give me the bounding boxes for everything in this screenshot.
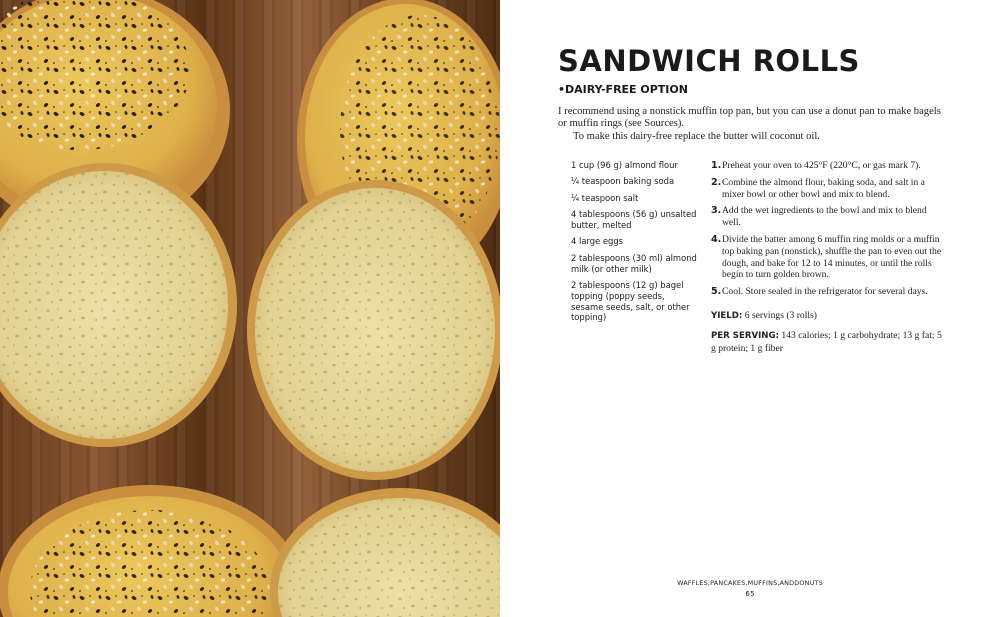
instruction-step: [711, 205, 947, 229]
per-serving-value: 143 calories; 1 g carbohydrate; 13 g fat; 5 g protein; 1 g fiber: [711, 330, 942, 354]
intro-paragraph: To make this dairy-free replace the butter will coconut oil.: [573, 130, 820, 142]
ingredient-item: 2 tablespoons (12 g) bagel topping (poppy seeds, sesame seeds, salt, or other topping): [571, 279, 690, 323]
roll-topped-bottom-left: [0, 485, 302, 617]
ingredient-item: 1 cup (96 g) almond flour: [571, 160, 678, 170]
roll-cut-bottom-right: [270, 488, 500, 617]
recipe-intro: [558, 106, 950, 143]
instructions-list: [711, 160, 947, 303]
intro-paragraph: I recommend using a nonstick muffin top pan, but you can use a donut pan to make bagels or muffin rings (see Sources).: [558, 106, 941, 130]
instruction-step: [711, 177, 947, 201]
ingredient-item: 4 tablespoons (56 g) unsalted butter, melted: [571, 209, 697, 230]
step-number: 2.: [711, 176, 722, 188]
page-number: 65: [745, 590, 755, 598]
step-text: Divide the batter among 6 muffin ring molds or a muffin top baking pan (nonstick), shuffle the pan to even out the dough, and bake for 12 to 14 minutes, or until the rolls begin to turn golden brown.: [722, 233, 942, 281]
footer-section-title: WAFFLES,PANCAKES,MUFFINS,ANDDONUTS: [677, 579, 823, 587]
roll-cut-left: [0, 163, 237, 447]
page-footer: [650, 578, 850, 600]
step-number: 5.: [711, 286, 722, 298]
per-serving-label: PER SERVING:: [711, 331, 779, 341]
yield-value: 6 servings (3 rolls): [744, 310, 817, 321]
ingredient-item: 2 tablespoons (30 ml) almond milk (or other milk): [571, 252, 697, 274]
ingredient-item: ¼ teaspoon baking soda: [571, 176, 675, 187]
ingredient-item: ¼ teaspoon salt: [571, 192, 639, 203]
recipe-page: [500, 0, 1000, 617]
ingredients-list: [571, 160, 699, 329]
step-number: 4.: [711, 233, 722, 245]
step-text: Cool. Store sealed in the refrigerator for several days.: [722, 286, 928, 298]
roll-cut-middle: [247, 180, 500, 480]
step-number: 3.: [711, 205, 722, 217]
instruction-step: [711, 160, 947, 172]
per-serving-line: [711, 330, 947, 355]
dairy-free-option-label: •DAIRY-FREE OPTION: [558, 83, 688, 96]
recipe-title: SANDWICH ROLLS: [558, 44, 860, 78]
step-text: Preheat your oven to 425°F (220°C, or gas mark 7).: [722, 160, 921, 171]
instruction-step: [711, 286, 947, 298]
step-number: 1.: [711, 160, 722, 171]
yield-line: [711, 310, 947, 323]
instruction-step: [711, 234, 947, 281]
ingredient-item: 4 large eggs: [571, 236, 624, 247]
yield-label: YIELD:: [711, 311, 743, 321]
step-text: Add the wet ingredients to the bowl and mix to blend well.: [722, 205, 927, 229]
step-text: Combine the almond flour, baking soda, and salt in a mixer bowl or other bowl and mix to blend.: [722, 176, 925, 200]
